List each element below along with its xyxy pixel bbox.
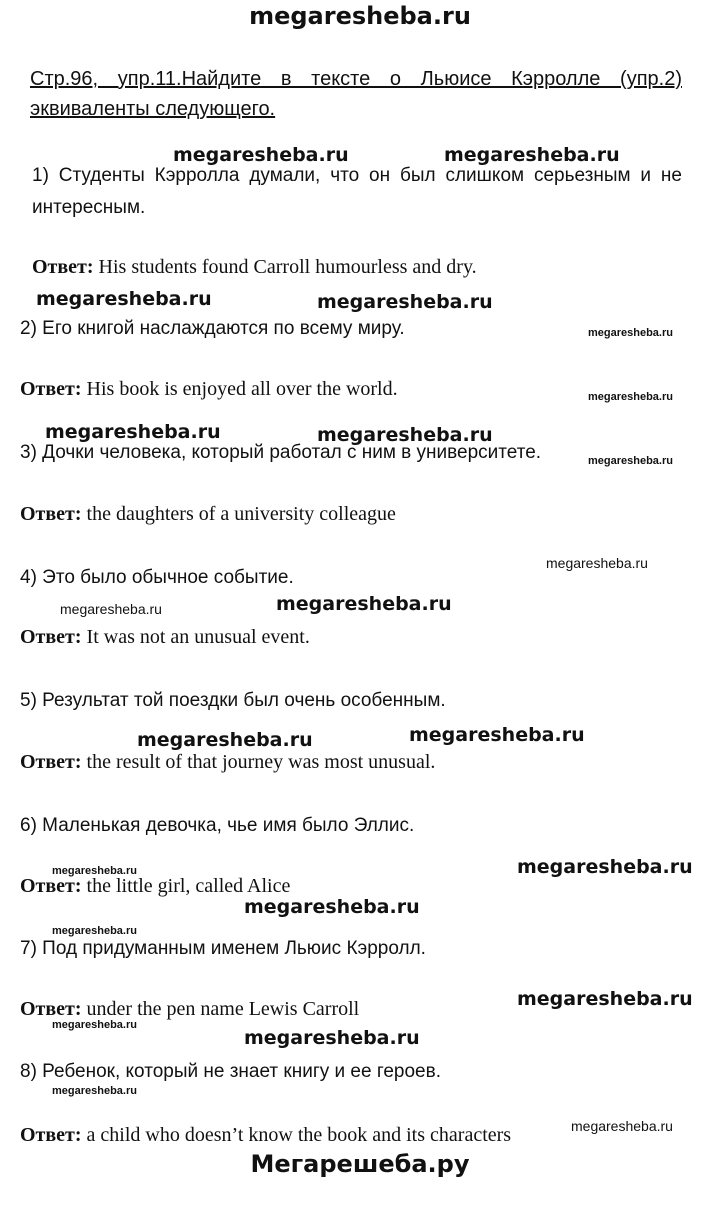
watermark: megaresheba.ru <box>571 1118 673 1134</box>
watermark: megaresheba.ru <box>517 856 693 878</box>
question-4: 4) Это было обычное событие. <box>20 567 294 588</box>
question-3: 3) Дочки человека, который работал с ним в университете. <box>20 442 542 463</box>
answer-1 <box>32 256 477 279</box>
watermark: megaresheba.ru <box>444 144 620 166</box>
answer-label: Ответ: <box>20 378 82 400</box>
answer-text: a child who doesn’t know the book and its characters <box>86 1124 512 1146</box>
answer-label: Ответ: <box>20 998 82 1020</box>
answer-7 <box>20 998 359 1021</box>
answer-8 <box>20 1124 511 1147</box>
watermark: megaresheba.ru <box>317 291 493 313</box>
question-2: 2) Его книгой наслаждаются по всему миру. <box>20 318 405 339</box>
watermark: megaresheba.ru <box>52 865 137 877</box>
watermark: megaresheba.ru <box>52 925 137 937</box>
watermark: megaresheba.ru <box>173 144 349 166</box>
question-5: 5) Результат той поездки был очень особенным. <box>20 690 446 711</box>
watermark: megaresheba.ru <box>409 724 585 746</box>
watermark: megaresheba.ru <box>244 896 420 918</box>
watermark: megaresheba.ru <box>546 555 648 571</box>
watermark: megaresheba.ru <box>588 391 673 403</box>
answer-text: the result of that journey was most unusual. <box>86 751 436 773</box>
answer-label: Ответ: <box>20 503 82 525</box>
answer-text: the little girl, called Alice <box>86 875 291 897</box>
answer-label: Ответ: <box>20 626 82 648</box>
answer-text: the daughters of a university colleague <box>86 503 396 525</box>
watermark: megaresheba.ru <box>52 1019 137 1031</box>
answer-4 <box>20 626 310 649</box>
answer-text: It was not an unusual event. <box>86 626 310 648</box>
watermark: megaresheba.ru <box>36 288 212 310</box>
site-header: megaresheba.ru <box>249 2 471 30</box>
answer-text: under the pen name Lewis Carroll <box>86 998 360 1020</box>
watermark: megaresheba.ru <box>517 988 693 1010</box>
watermark: megaresheba.ru <box>317 424 493 446</box>
answer-text: His students found Carroll humourless and dry. <box>98 256 477 278</box>
answer-3 <box>20 503 396 526</box>
answer-text: His book is enjoyed all over the world. <box>86 378 398 400</box>
answer-label: Ответ: <box>20 1124 82 1146</box>
question-6: 6) Маленькая девочка, чье имя было Эллис. <box>20 815 415 836</box>
watermark: megaresheba.ru <box>244 1027 420 1049</box>
site-footer: Мегарешеба.ру <box>250 1150 470 1178</box>
watermark: megaresheba.ru <box>588 455 673 467</box>
watermark: megaresheba.ru <box>52 1085 137 1097</box>
answer-label: Ответ: <box>20 751 82 773</box>
answer-label: Ответ: <box>32 256 94 278</box>
task-heading <box>30 64 682 124</box>
watermark: megaresheba.ru <box>588 327 673 339</box>
question-7: 7) Под придуманным именем Льюис Кэрролл. <box>20 938 426 959</box>
answer-6 <box>20 875 290 898</box>
task-heading-line-1: Стр.96, упр.11.Найдите в тексте о Льюисе Кэрролле (упр.2) <box>30 68 682 90</box>
watermark: megaresheba.ru <box>276 593 452 615</box>
question-8: 8) Ребенок, который не знает книгу и ее героев. <box>20 1061 441 1082</box>
watermark: megaresheba.ru <box>60 601 162 617</box>
question-1: 1) Студенты Кэрролла думали, что он был слишком серьезным и не интересным. <box>32 165 682 218</box>
answer-2 <box>20 378 398 401</box>
answer-label: Ответ: <box>20 875 82 897</box>
task-heading-line-2: эквиваленты следующего. <box>30 98 276 120</box>
watermark: megaresheba.ru <box>45 421 221 443</box>
answer-5 <box>20 751 435 774</box>
watermark: megaresheba.ru <box>137 729 313 751</box>
